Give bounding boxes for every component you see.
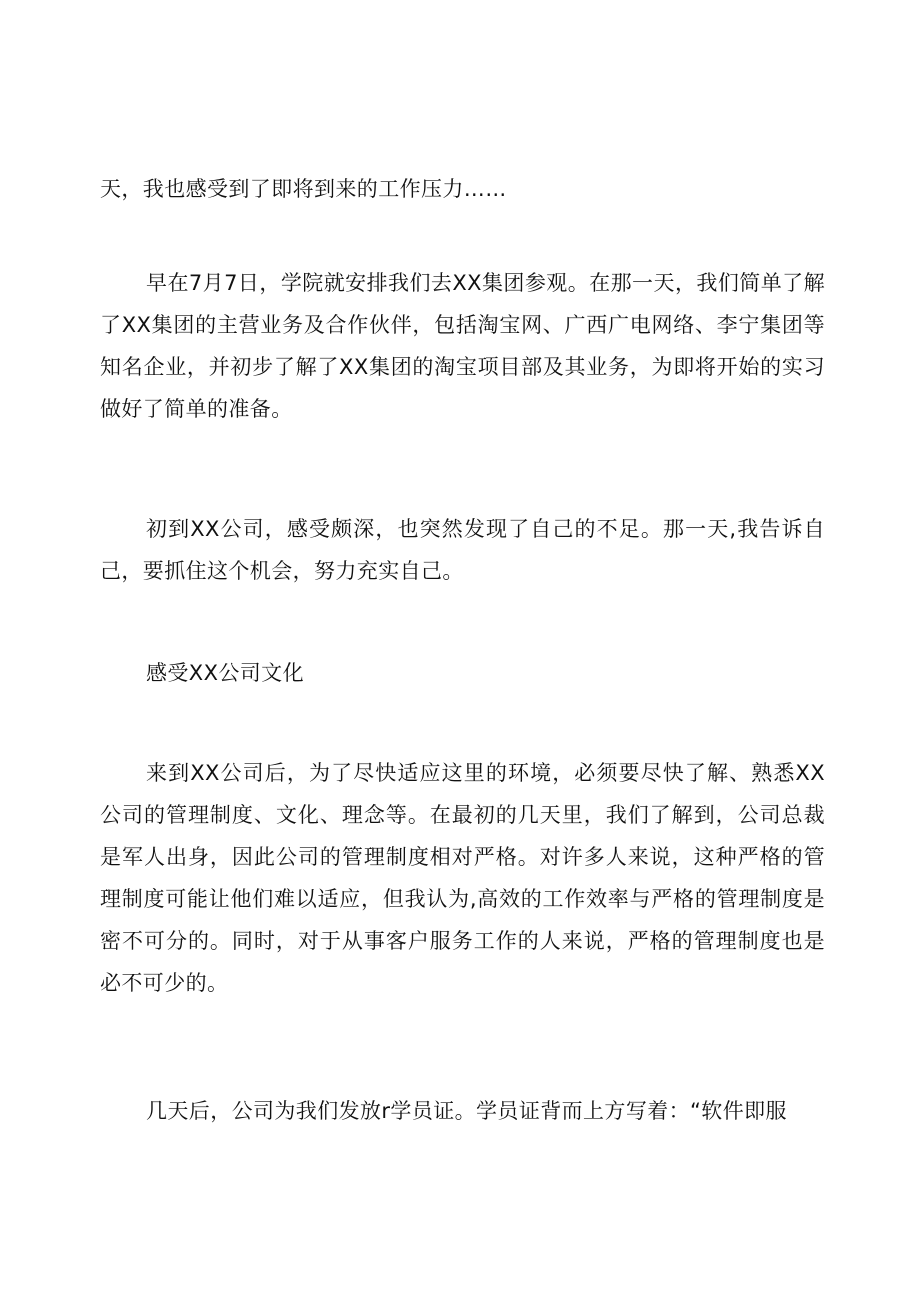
paragraph-continuation: 天，我也感受到了即将到来的工作压力…… xyxy=(100,177,507,201)
paragraph-culture: 来到XX公司后，为了尽快适应这里的环境，必须要尽快了解、熟悉XX公司的管理制度、文化、理念等。在最初的几天里，我们了解到，公司总裁是军人出身，因此公司的管理制度相对严格。对许多人来说，这种严格的管理制度可能让他们难以适应，但我认为,高效的工作效率与严格的管理制度是密不可分的。同时，对于从事客户服务工作的人来说，严格的管理制度也是必不可少的。 xyxy=(100,761,825,995)
paragraph-badge: 几天后，公司为我们发放r学员证。学员证背而上方写着：“软件即服 xyxy=(146,1099,787,1123)
section-heading: 感受XX公司文化 xyxy=(146,661,304,685)
paragraph-visit: 早在7月7日，学院就安排我们去XX集团参观。在那一天，我们简单了解了XX集团的主营业务及合作伙伴，包括淘宝网、广西广电网络、李宁集团等知名企业，并初步了解了XX集团的淘宝项目部及其业务，为即将开始的实习做好了简单的准备。 xyxy=(100,271,825,421)
paragraph-arrival: 初到XX公司，感受颇深，也突然发现了自己的不足。那一天,我告诉自己，要抓住这个机会，努力充实自己。 xyxy=(100,517,825,583)
